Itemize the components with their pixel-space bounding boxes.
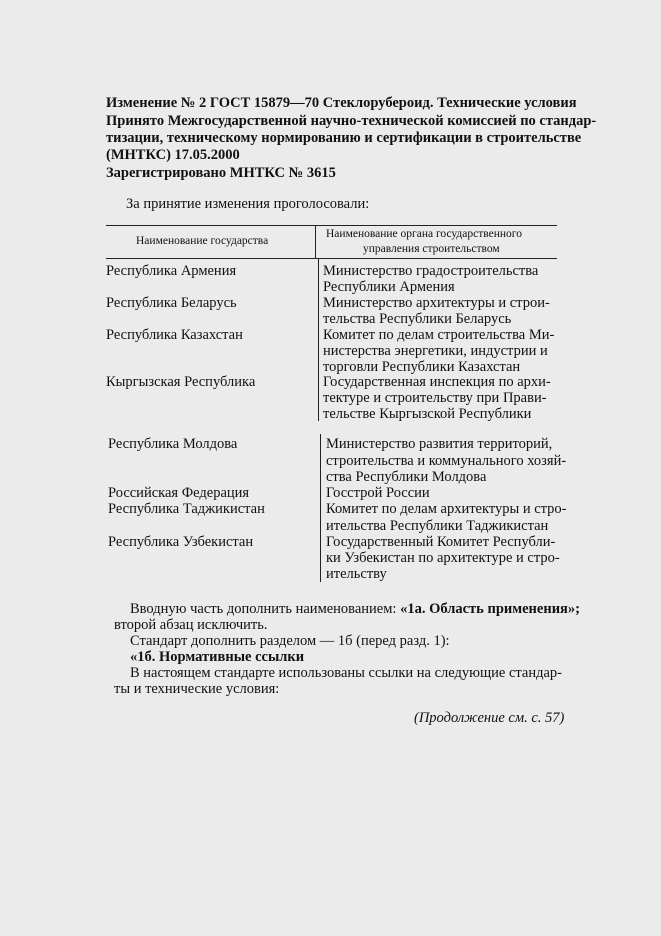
org-kyrgyzstan-l3: тельстве Кыргызской Республики [323, 406, 532, 422]
table-header-rule [106, 258, 557, 259]
state-uzbekistan: Республика Узбекистан [108, 534, 254, 550]
table-body-divider-bottom [320, 434, 321, 582]
org-armenia-l2: Республики Армения [323, 279, 455, 295]
state-russia: Российская Федерация [108, 485, 250, 501]
accepted-line-1: Принято Межгосударственной научно-технической комиссией по стандар- [106, 113, 597, 129]
org-uzbekistan-l2: ки Узбекистан по архитектуре и стро- [326, 550, 560, 566]
accepted-line-2: тизации, техническому нормированию и сертификации в строительстве [106, 130, 582, 146]
org-uzbekistan-l3: ительству [326, 566, 387, 582]
scope-heading: «1а. Область применения»; [400, 601, 580, 617]
org-moldova-l1: Министерство развития территорий, [326, 436, 553, 452]
state-belarus: Республика Беларусь [106, 295, 237, 311]
state-tajikistan: Республика Таджикистан [108, 501, 265, 517]
add-section-line: Стандарт дополнить разделом — 1б (перед разд. 1): [130, 633, 450, 649]
amendment-title: Изменение № 2 ГОСТ 15879—70 Стеклорубероид. Технические условия [106, 95, 577, 111]
org-kazakhstan-l3: торговли Республики Казахстан [323, 359, 521, 375]
org-kyrgyzstan-l2: тектуре и строительству при Прави- [323, 390, 547, 406]
org-armenia-l1: Министерство градостроительства [323, 263, 539, 279]
table-body-divider-top [318, 258, 319, 421]
table-top-rule [106, 225, 557, 226]
state-kazakhstan: Республика Казахстан [106, 327, 243, 343]
references-line-2: ты и технические условия: [114, 681, 280, 697]
org-moldova-l2: строительства и коммунального хозяй- [326, 453, 567, 469]
continuation-note: (Продолжение см. с. 57) [414, 710, 565, 726]
second-paragraph-line: второй абзац исключить. [114, 617, 268, 633]
org-moldova-l3: ства Республики Молдова [326, 469, 487, 485]
normative-references-heading: «1б. Нормативные ссылки [130, 649, 305, 665]
org-kyrgyzstan-l1: Государственная инспекция по архи- [323, 374, 551, 390]
registered-line: Зарегистрировано МНТКС № 3615 [106, 165, 336, 181]
org-belarus-l2: тельства Республики Беларусь [323, 311, 512, 327]
references-line-1: В настоящем стандарте использованы ссылки на следующие стандар- [130, 665, 563, 681]
org-tajikistan-l2: ительства Республики Таджикистан [326, 518, 549, 534]
state-kyrgyzstan: Кыргызская Республика [106, 374, 256, 390]
org-belarus-l1: Министерство архитектуры и строи- [323, 295, 550, 311]
state-moldova: Республика Молдова [108, 436, 238, 452]
org-kazakhstan-l2: нистерства энергетики, индустрии и [323, 343, 548, 359]
scope-text: Вводную часть дополнить наименованием: [130, 601, 401, 617]
state-armenia: Республика Армения [106, 263, 237, 279]
org-tajikistan-l1: Комитет по делам архитектуры и стро- [326, 501, 567, 517]
col-header-org-l2: управления строительством [363, 243, 500, 255]
voting-intro: За принятие изменения проголосовали: [126, 196, 370, 212]
org-uzbekistan-l1: Государственный Комитет Республи- [326, 534, 556, 550]
org-kazakhstan-l1: Комитет по делам строительства Ми- [323, 327, 555, 343]
scope-paragraph [130, 601, 580, 618]
col-header-state: Наименование государства [136, 235, 269, 247]
table-header-divider [315, 225, 316, 258]
col-header-org-l1: Наименование органа государственного [326, 228, 522, 240]
accepted-line-3: (МНТКС) 17.05.2000 [106, 147, 240, 163]
org-russia-l1: Госстрой России [326, 485, 430, 501]
